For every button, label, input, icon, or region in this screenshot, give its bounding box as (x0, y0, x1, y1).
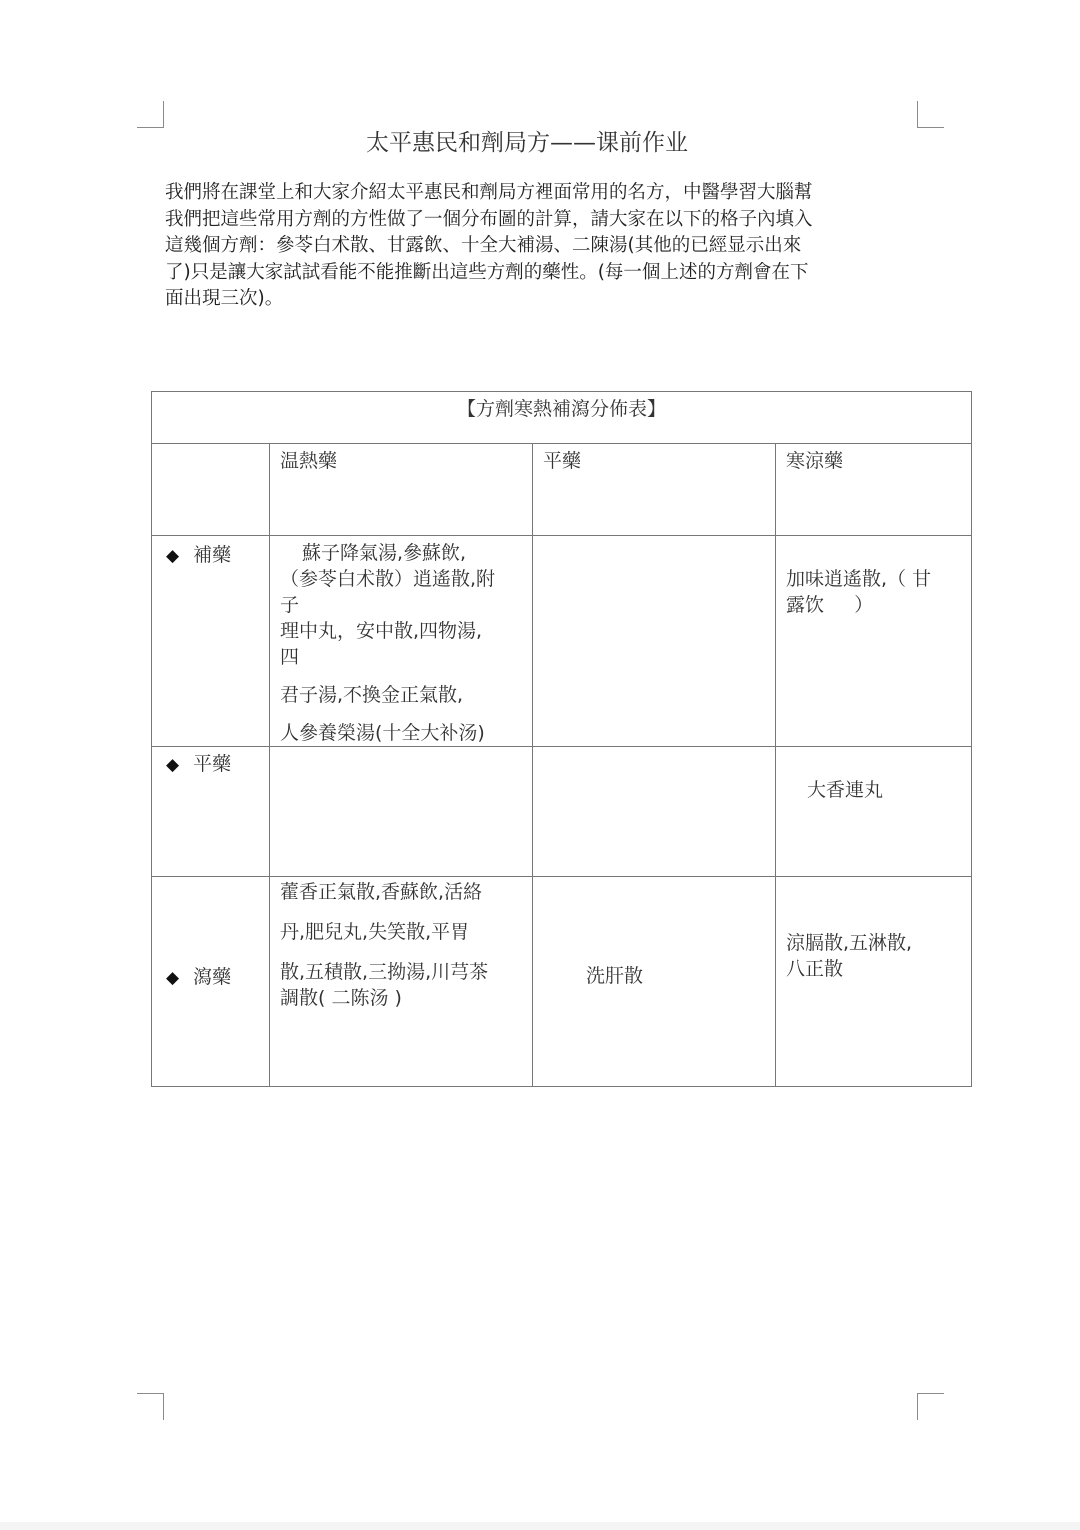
cell-tonify-cold[interactable] (776, 536, 972, 747)
intro-line: 了)只是讓大家試試看能不能推斷出這些方劑的藥性。(每一個上述的方劑會在下 (165, 261, 809, 283)
row-label-cell (152, 877, 270, 1087)
cell-tonify-warm[interactable] (270, 536, 533, 747)
cell-line: 四 (280, 646, 300, 668)
cell-line: 露饮 ） (786, 594, 874, 616)
cell-line: 調散( 二陈汤 ) (280, 987, 402, 1009)
cell-neutral-cold[interactable] (776, 747, 972, 877)
cell-tonify-neutral[interactable] (533, 536, 776, 747)
cell-line: 君子湯,不換金正氣散, (280, 684, 464, 706)
document-title: 太平惠民和劑局方——课前作业 (366, 130, 688, 156)
row-label: 補藥 (193, 544, 232, 566)
cell-line: 洗肝散 (586, 965, 644, 987)
cell-line: （参苓白术散）逍遙散,附 (280, 568, 496, 590)
table-row-tonify (152, 536, 972, 747)
cell-purge-neutral[interactable] (533, 877, 776, 1087)
intro-line: 這幾個方劑：參苓白术散、甘露飲、十全大補湯、二陳湯(其他的已經显示出來 (165, 235, 802, 256)
cell-line: 散,五積散,三拗湯,川芎茶 (280, 961, 489, 983)
cell-line: 理中丸，安中散,四物湯, (280, 620, 483, 642)
table-caption-row (152, 392, 972, 444)
table-row-purge (152, 877, 972, 1087)
cell-line: 蘇子降氣湯,參蘇飲, (302, 542, 467, 564)
cell-line: 丹,肥兒丸,失笑散,平胃 (280, 921, 470, 943)
cell-line: 八正散 (786, 958, 844, 980)
diamond-bullet-icon: ◆ (166, 755, 180, 775)
formula-distribution-table (151, 391, 972, 1087)
table-caption: 【方劑寒熱補瀉分佈表】 (152, 392, 972, 444)
crop-mark-bottom-right (917, 1393, 944, 1420)
header-cold: 寒涼藥 (776, 444, 972, 536)
cell-line: 藿香正氣散,香蘇飲,活絡 (280, 881, 483, 903)
intro-line: 我們將在課堂上和大家介紹太平惠民和劑局方裡面常用的名方，中醫學習大腦幫 (165, 182, 813, 203)
row-label-cell (152, 747, 270, 877)
intro-paragraph (165, 180, 925, 313)
diamond-bullet-icon: ◆ (166, 968, 180, 988)
corner-cell (152, 444, 270, 536)
row-label-cell (152, 536, 270, 747)
cell-neutral-neutral[interactable] (533, 747, 776, 877)
cell-line: 人參養榮湯(十全大补汤) (280, 722, 485, 744)
crop-mark-bottom-left (137, 1393, 164, 1420)
intro-line: 面出現三次)。 (165, 288, 284, 309)
header-neutral: 平藥 (533, 444, 776, 536)
diamond-bullet-icon: ◆ (166, 546, 180, 566)
cell-line: 大香連丸 (807, 779, 884, 801)
cell-line: 加味逍遙散,（ 甘 (786, 568, 932, 590)
cell-purge-warm[interactable] (270, 877, 533, 1087)
header-warm: 温熱藥 (270, 444, 533, 536)
cell-line: 涼膈散,五淋散, (786, 932, 913, 954)
row-label: 平藥 (193, 753, 232, 775)
cell-neutral-warm[interactable] (270, 747, 533, 877)
cell-purge-cold[interactable] (776, 877, 972, 1087)
intro-line: 我們把這些常用方劑的方性做了一個分布圖的計算，請大家在以下的格子內填入 (165, 208, 813, 230)
cell-line: 子 (280, 594, 300, 616)
table-header-row (152, 444, 972, 536)
row-label: 瀉藥 (193, 966, 232, 988)
table-row-neutral (152, 747, 972, 877)
